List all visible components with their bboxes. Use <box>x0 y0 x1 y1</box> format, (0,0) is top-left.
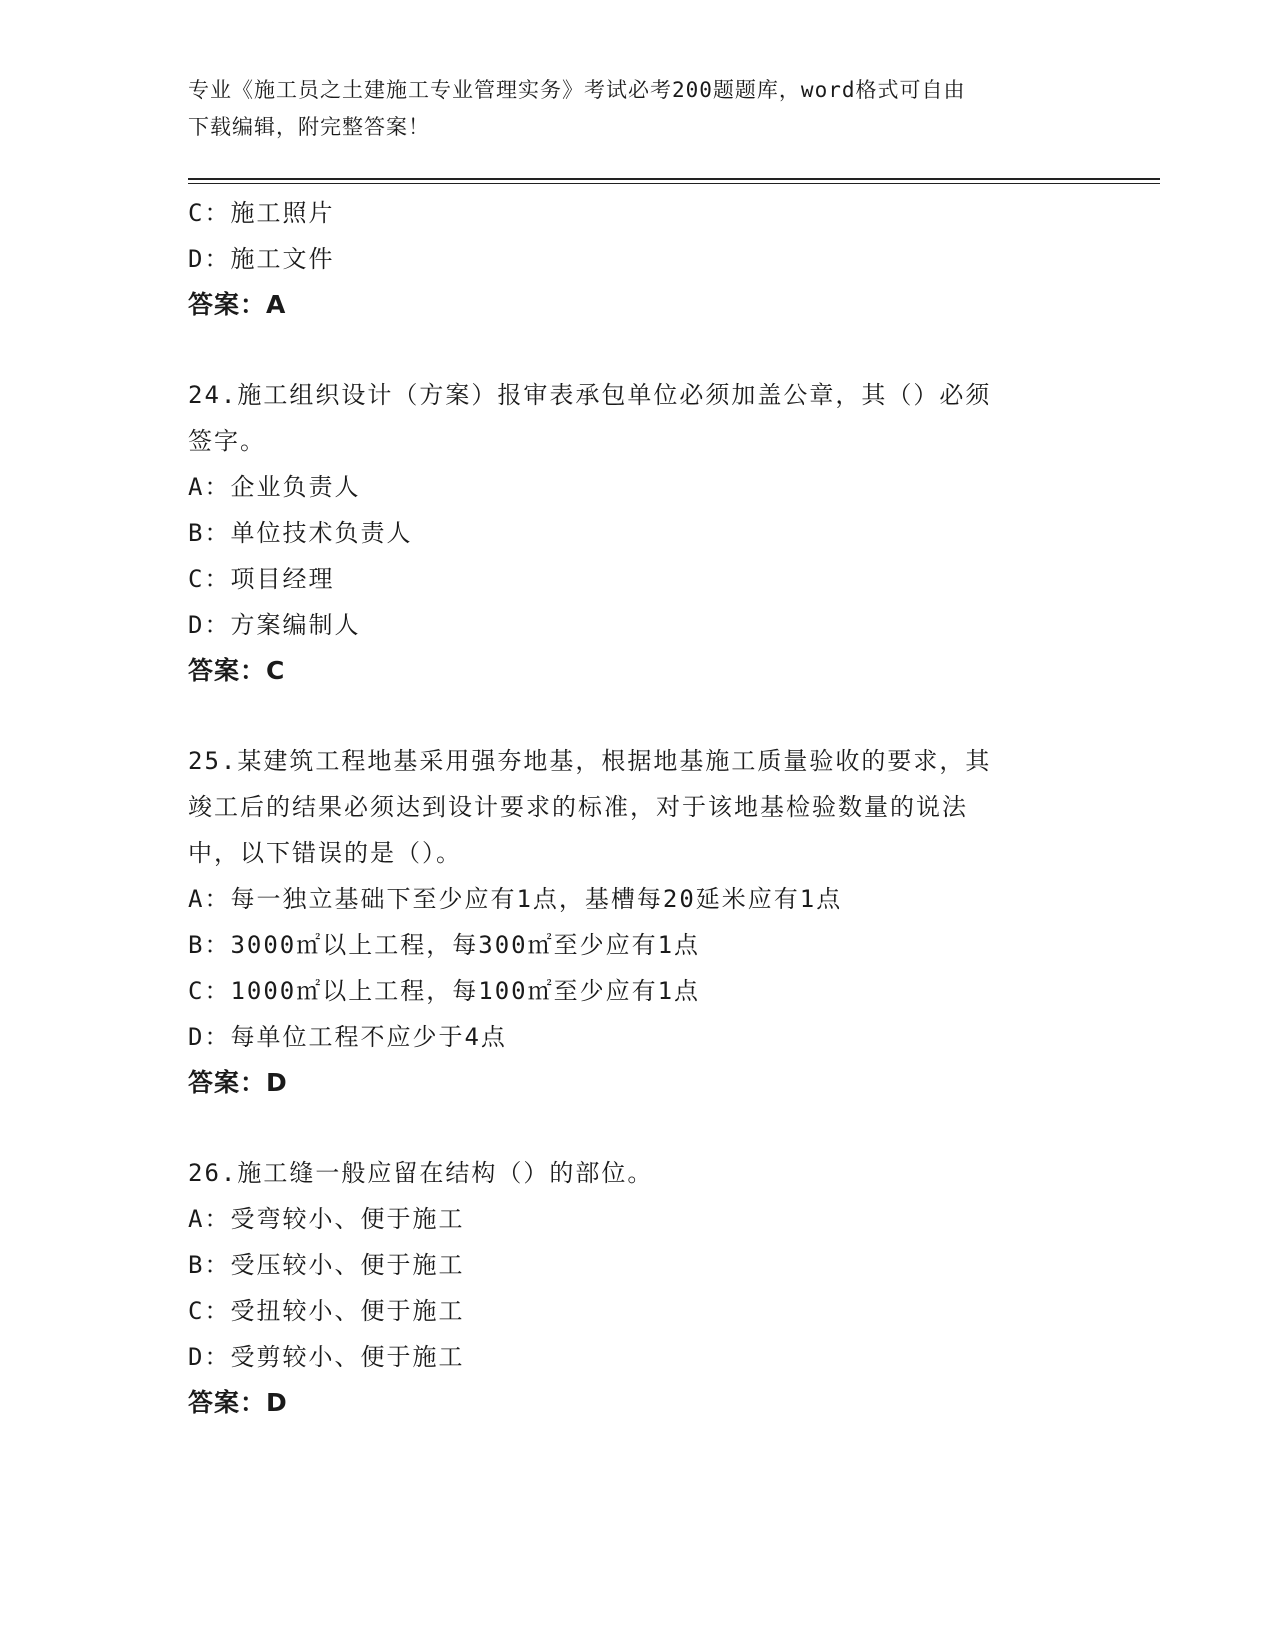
header-line: 专业《施工员之土建施工专业管理实务》考试必考200题题库，word格式可自由 <box>188 78 966 102</box>
question-24 <box>188 372 1088 694</box>
question-text: 26.施工缝一般应留在结构（）的部位。 <box>188 1159 654 1187</box>
option-b: B：单位技术负责人 <box>188 519 413 547</box>
answer-label: 答案：D <box>188 1388 288 1417</box>
option-c: C：1000㎡以上工程，每100㎡至少应有1点 <box>188 977 701 1005</box>
question-26 <box>188 1150 1088 1426</box>
option-a: A：企业负责人 <box>188 473 361 501</box>
question-25 <box>188 738 1088 1106</box>
option-d: D：方案编制人 <box>188 611 361 639</box>
spacer <box>188 1106 1088 1150</box>
answer-label: 答案：D <box>188 1068 288 1097</box>
option-b: B：3000㎡以上工程，每300㎡至少应有1点 <box>188 931 701 959</box>
option-d: D：施工文件 <box>188 245 335 273</box>
question-text: 签字。 <box>188 427 266 455</box>
option-b: B：受压较小、便于施工 <box>188 1251 465 1279</box>
spacer <box>188 694 1088 738</box>
answer-label: 答案：A <box>188 290 287 319</box>
question-list <box>188 190 1088 1426</box>
option-a: A：每一独立基础下至少应有1点，基槽每20延米应有1点 <box>188 885 843 913</box>
question-text: 中，以下错误的是（）。 <box>188 839 462 867</box>
document-header <box>188 72 1088 146</box>
option-d: D：每单位工程不应少于4点 <box>188 1023 507 1051</box>
header-divider <box>188 178 1160 180</box>
header-divider-thin <box>188 183 1160 184</box>
question-partial <box>188 190 1088 328</box>
question-text: 25.某建筑工程地基采用强夯地基，根据地基施工质量验收的要求，其 <box>188 747 992 775</box>
spacer <box>188 328 1088 372</box>
option-d: D：受剪较小、便于施工 <box>188 1343 465 1371</box>
option-c: C：项目经理 <box>188 565 335 593</box>
option-a: A：受弯较小、便于施工 <box>188 1205 465 1233</box>
option-c: C：受扭较小、便于施工 <box>188 1297 465 1325</box>
header-line: 下载编辑，附完整答案！ <box>188 115 430 139</box>
answer-label: 答案：C <box>188 656 286 685</box>
question-text: 竣工后的结果必须达到设计要求的标准，对于该地基检验数量的说法 <box>188 793 968 821</box>
question-text: 24.施工组织设计（方案）报审表承包单位必须加盖公章，其（）必须 <box>188 381 992 409</box>
option-c: C：施工照片 <box>188 199 335 227</box>
